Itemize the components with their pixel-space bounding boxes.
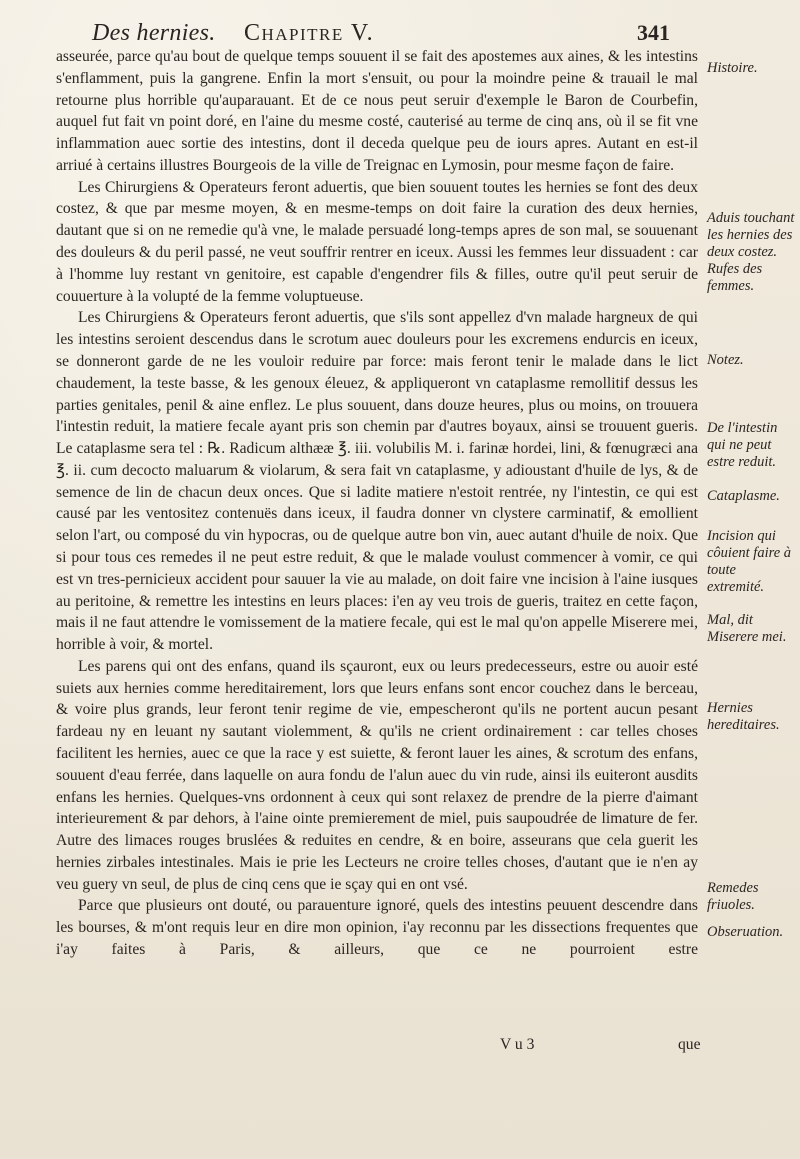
- paragraph-2: Les Chirurgiens & Operateurs feront aduertis, que bien souuent toutes les hernies se font des deux costez, & que par mesme moyen, & en mesme-temps on doit faire la curation des deux hernies, dautant que si on ne remedie qu'à vne, le malade persuadé long-temps apres de son mal, se souuenant des douleurs & du peril passé, ne veut souffrir rentrer en iceux. Aussi les femmes leur dissuadent : car à l'homme luy restant vn genitoire, est capable d'engendrer fils & filles, outre qu'il peut seruir de couuerture à la volupté de la femme voluptueuse.: [56, 178, 698, 305]
- margin-note-aduis: Aduis touchant les hernies des deux costez. Rufes des femmes.: [707, 210, 795, 294]
- margin-note-notez: Notez.: [707, 352, 744, 368]
- margin-note-intestin: De l'intestin qui ne peut estre reduit.: [707, 420, 778, 470]
- paragraph-5: Parce que plusieurs ont douté, ou parauenture ignoré, quels des intestins peuuent descendre dans les bourses, & m'ont requis leur en dire mon opinion, i'ay reconnu par les dissections frequentes que i'ay faites à Paris, & ailleurs, que ce ne pourroient estre: [56, 897, 698, 959]
- margin-note-histoire: Histoire.: [707, 60, 758, 76]
- margin-note-remedes: Remedes friuoles.: [707, 880, 759, 913]
- margin-note-miserere: Mal, dit Miserere mei.: [707, 612, 787, 645]
- running-title: Des hernies.: [92, 20, 216, 46]
- body-text: [56, 46, 698, 961]
- page-number: 341: [637, 20, 670, 45]
- margin-note-hernies-hereditaires: Hernies hereditaires.: [707, 700, 780, 733]
- margin-note-obseruation: Obseruation.: [707, 924, 784, 940]
- margin-note-incision: Incision qui côuient faire à toute extremité.: [707, 528, 792, 595]
- chapter-heading: Chapitre V.: [244, 20, 375, 46]
- paragraph-3: Les Chirurgiens & Operateurs feront aduertis, que s'ils sont appellez d'vn malade hargneux de qui les intestins seroient descendus dans le scrotum auec douleurs pour les excremens endurcis en iceux, se donneront garde de ne les vouloir reduire par force: mais feront tenir le malade dans le lict chaudement, la teste basse, & les genoux éleuez, & appliqueront vn cataplasme remollitif dessus les parties genitales, penil & aine enflez. Le plus souuent, dans douze heures, plus ou moins, on trouuera l'intestin reduit, la matiere fecale ayant pris son chemin par d'autres boyaux, ainsi se trouuent gueris. Le cataplasme sera tel : ℞. Radicum althææ ℥. iii. volubilis M. i. farinæ hordei, lini, & fœnugræci ana ℥. ii. cum decocto maluarum & violarum, & sera fait vn cataplasme, y adioustant d'huile de lys, & de semence de lin de chacun deux onces. Que si ladite matiere n'estoit rentrée, ny l'intestin, ce qui est causé par les ventositez contenuës dans iceux, il faudra donner vn clystere carminatif, & emollient selon l'art, ou composé du vin hypocras, ou de quelque autre bon vin, auec autant d'huile de noix. Que si pour tous ces remedes il ne peut estre reduit, & que le malade voulust commencer à vomir, ce qui est vn tres-pernicieux accident pour sauuer la vie au malade, on doit faire vne incision à l'aine iusques au peritoine, & remettre les intestins en leurs places: i'en ay veu trois de gueris, traitez en cette façon, mais il ne faut attendre le vomissement de la matiere fecale, qui est le mal qu'on appelle Miserere mei, horrible à voir, & mortel.: [56, 309, 698, 654]
- page-header: [92, 18, 682, 48]
- signature-mark: V u 3: [500, 1036, 535, 1053]
- catchword: que: [678, 1036, 701, 1053]
- margin-note-cataplasme: Cataplasme.: [707, 488, 780, 504]
- paragraph-4: Les parens qui ont des enfans, quand ils sçauront, eux ou leurs predecesseurs, estre ou auoir esté suiets aux hernies comme hereditairement, lors que leurs enfans sont encor couchez dans le berceau, & voire plus grands, leur feront tenir regime de vie, empescheront qu'ils ne portent aucun pesant fardeau ny en leuant ny sautant violemment, & qu'ils ne crient ordinairement : car telles choses facilitent les hernies, auec ce que la race y est suiette, & feront lauer les aines, & scrotum des enfans, souuent d'eau ferrée, dans laquelle on aura fondu de l'alun auec du vin rude, ainsi ils euiteront ausdits enfans les hernies. Quelques-vns ordonnent à ceux qui sont relaxez de prendre de la pierre d'aimant interieurement & par dehors, à l'aine ointe premierement de miel, puis saupoudrée de limature de fer. Autre des limaces rouges bruslées & reduites en cendre, & en boire, asseurans que cela guerit les hernies zirbales intestinales. Mais ie prie les Lecteurs ne croire telles choses, d'autant que ie n'en ay veu guery vn seul, de plus de cinq cens que ie sçay qui en ont vsé.: [56, 657, 698, 893]
- paragraph-1: asseurée, parce qu'au bout de quelque temps souuent il se fait des apostemes aux aines, & les intestins s'enflamment, puis la gangrene. Enfin la mort s'ensuit, ou pour la moindre peine & trauail le mal retourne plus horrible qu'auparauant. Et de ce nous peut seruir d'exemple le Baron de Courbefin, auquel fut fait vn point doré, en l'aine du mesme costé, cauterisé au terme de cinq ans, où il se fit vne inflammation auec sortie des intestins, dont il deceda quelque peu de iours apres. Autant en est-il arriué à certains illustres Bourgeois de la ville de Treignac en Lymosin, pour mesme façon de faire.: [56, 48, 698, 174]
